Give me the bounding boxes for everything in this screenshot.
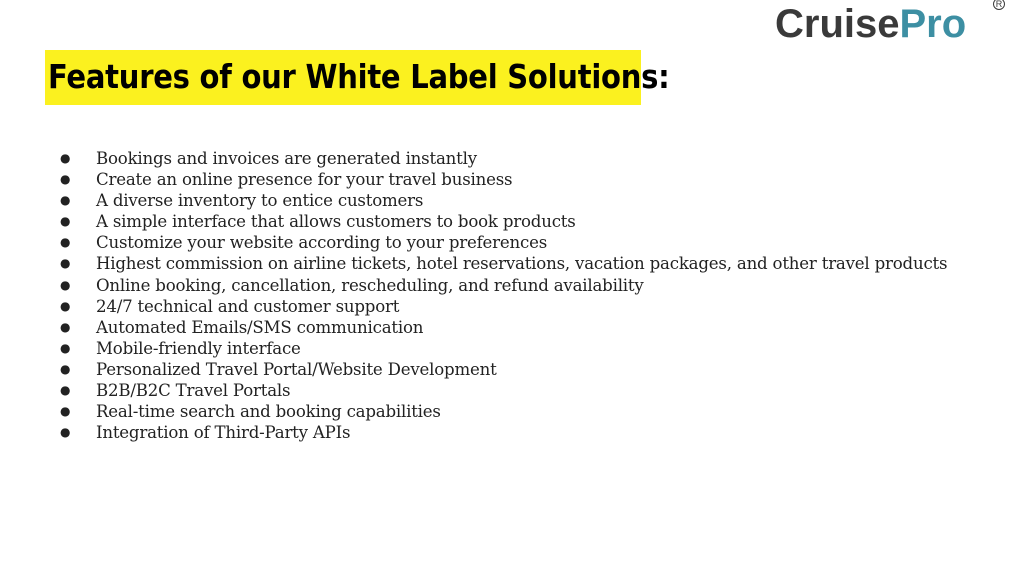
feature-text: Create an online presence for your travel business — [96, 170, 513, 190]
bullet-icon: ● — [60, 172, 71, 187]
feature-text: Integration of Third-Party APIs — [96, 423, 351, 443]
page-title: Features of our White Label Solutions: — [48, 57, 670, 96]
bullet-icon: ● — [60, 214, 71, 229]
bullet-icon: ● — [60, 319, 71, 334]
feature-text: Mobile-friendly interface — [96, 338, 301, 358]
bullet-icon: ● — [60, 340, 71, 355]
feature-text: A diverse inventory to entice customers — [96, 191, 424, 211]
feature-text: Customize your website according to your preferences — [96, 233, 548, 253]
feature-text: Bookings and invoices are generated instantly — [96, 149, 477, 168]
feature-text: 24/7 technical and customer support — [96, 296, 400, 316]
bullet-icon: ● — [60, 193, 71, 208]
feature-text: Personalized Travel Portal/Website Development — [96, 359, 497, 379]
bullet-icon: ● — [60, 235, 71, 250]
feature-text: Automated Emails/SMS communication — [96, 317, 424, 337]
bullet-icon: ● — [60, 151, 71, 165]
bullet-icon: ● — [60, 277, 71, 292]
logo-wordmark — [775, 2, 966, 46]
bullet-icon: ● — [60, 298, 71, 313]
cruisepro-logo — [775, 0, 1010, 48]
feature-text: A simple interface that allows customers to book products — [96, 212, 576, 232]
bullet-icon: ● — [60, 383, 71, 398]
bullet-icon: ● — [60, 404, 71, 419]
registered-trademark-icon: R — [993, 0, 1005, 10]
bullet-icon: ● — [60, 256, 71, 271]
feature-text: Highest commission on airline tickets, hotel reservations, vacation packages, and other travel products — [96, 254, 948, 274]
feature-text: B2B/B2C Travel Portals — [96, 381, 291, 401]
bullet-icon: ● — [60, 361, 71, 376]
title-highlight — [45, 50, 670, 105]
feature-text: Online booking, cancellation, rescheduling, and refund availability — [96, 275, 644, 295]
logo-text-pro: Pro — [899, 2, 967, 46]
bullet-icon: ● — [60, 425, 71, 440]
logo-text-cruise: Cruise — [775, 2, 900, 46]
feature-text: Real-time search and booking capabilities — [96, 402, 441, 422]
